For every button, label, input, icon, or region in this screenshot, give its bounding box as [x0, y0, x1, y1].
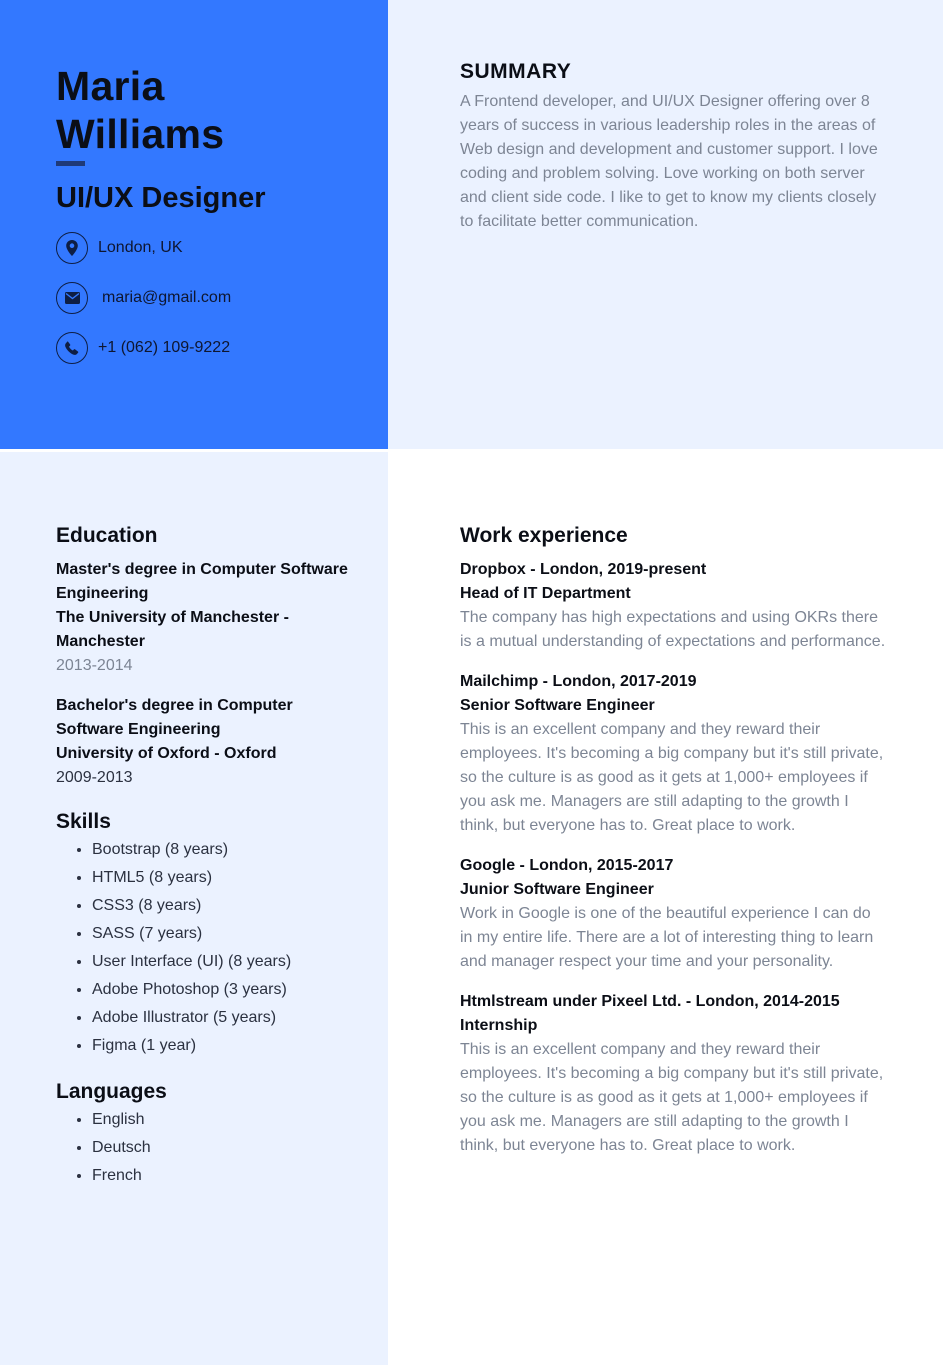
education-school: University of Oxford - Oxford: [56, 745, 277, 762]
email-link[interactable]: maria@gmail.com: [102, 289, 232, 306]
summary-heading: SUMMARY: [460, 60, 572, 83]
skill-item: • User Interface (UI) (8 years): [92, 948, 348, 976]
education-years: 2013-2014: [56, 657, 133, 674]
left-column: [0, 452, 388, 1365]
work-description: The company has high expectations and using OKRs there is a mutual understanding of expectations and performance.: [460, 609, 886, 650]
work-item: [460, 854, 887, 974]
phone-icon: [56, 332, 88, 364]
map-pin-icon: [56, 232, 88, 264]
skill-item: • Adobe Photoshop (3 years): [92, 976, 348, 1004]
skill-item: • SASS (7 years): [92, 920, 348, 948]
contact-email: [56, 281, 348, 315]
summary-panel: [388, 0, 943, 449]
work-company: Htmlstream under Pixeel Ltd. - London, 2014-2015: [460, 993, 840, 1010]
work-description: This is an excellent company and they reward their employees. It's becoming a big company but it's still private, so the culture is as good as it gets at 1,000+ employees if you ask me. Managers are still adapting to the growth I think, but everyone has to. Great place to work.: [460, 721, 884, 834]
languages-list: [56, 1106, 348, 1190]
phone-text: +1 (062) 109-9222: [98, 339, 231, 356]
skills-section: [56, 810, 348, 1060]
language-item: • Deutsch: [92, 1134, 348, 1162]
skill-item: • Figma (1 year): [92, 1032, 348, 1060]
job-title: UI/UX Designer: [56, 182, 266, 214]
languages-heading: Languages: [56, 1080, 167, 1103]
work-role: Head of IT Department: [460, 585, 631, 602]
work-role: Internship: [460, 1017, 538, 1034]
skill-item: • CSS3 (8 years): [92, 892, 348, 920]
full-name: [56, 62, 348, 158]
first-name: Maria: [56, 63, 165, 109]
education-degree: Bachelor's degree in Computer Software Engineering: [56, 697, 293, 738]
skills-heading: Skills: [56, 810, 111, 833]
work-role: Junior Software Engineer: [460, 881, 654, 898]
skills-list: [56, 836, 348, 1060]
education-item: [56, 558, 348, 678]
work-description: This is an excellent company and they reward their employees. It's becoming a big company but it's still private, so the culture is as good as it gets at 1,000+ employees if you ask me. Managers are still adapting to the growth I think, but everyone has to. Great place to work.: [460, 1041, 884, 1154]
work-description: Work in Google is one of the beautiful experience I can do in my entire life. There are a lot of interesting thing to learn and manager respect your time and your personality.: [460, 905, 874, 970]
skill-item: • HTML5 (8 years): [92, 864, 348, 892]
education-years: 2009-2013: [56, 769, 133, 786]
language-item: • English: [92, 1106, 348, 1134]
skill-item: • Adobe Illustrator (5 years): [92, 1004, 348, 1032]
language-item: • French: [92, 1162, 348, 1190]
education-degree: Master's degree in Computer Software Engineering: [56, 561, 348, 602]
last-name: Williams: [56, 111, 225, 157]
languages-section: [56, 1080, 348, 1190]
name-underline: [56, 161, 85, 166]
skill-item: • Bootstrap (8 years): [92, 836, 348, 864]
education-school: The University of Manchester - Manchester: [56, 609, 289, 650]
hero-panel: [0, 0, 388, 449]
location-text: London, UK: [98, 239, 183, 256]
education-heading: Education: [56, 524, 158, 547]
work-heading: Work experience: [460, 524, 628, 547]
education-section: [56, 524, 348, 790]
education-item: [56, 694, 348, 790]
work-item: [460, 990, 887, 1158]
summary-text: A Frontend developer, and UI/UX Designer offering over 8 years of success in various leadership roles in the areas of Web design and development and customer support. I love coding and problem solving. Love working on both server and client side code. I like to get to know my clients closely to facilitate better communication.: [460, 93, 878, 230]
work-role: Senior Software Engineer: [460, 697, 655, 714]
contact-location: [56, 231, 348, 265]
envelope-icon: [56, 282, 88, 314]
work-company: Google - London, 2015-2017: [460, 857, 674, 874]
work-item: [460, 558, 887, 654]
right-column: [388, 449, 943, 1365]
work-company: Dropbox - London, 2019-present: [460, 561, 707, 578]
work-item: [460, 670, 887, 838]
work-company: Mailchimp - London, 2017-2019: [460, 673, 697, 690]
contact-phone: [56, 331, 348, 365]
